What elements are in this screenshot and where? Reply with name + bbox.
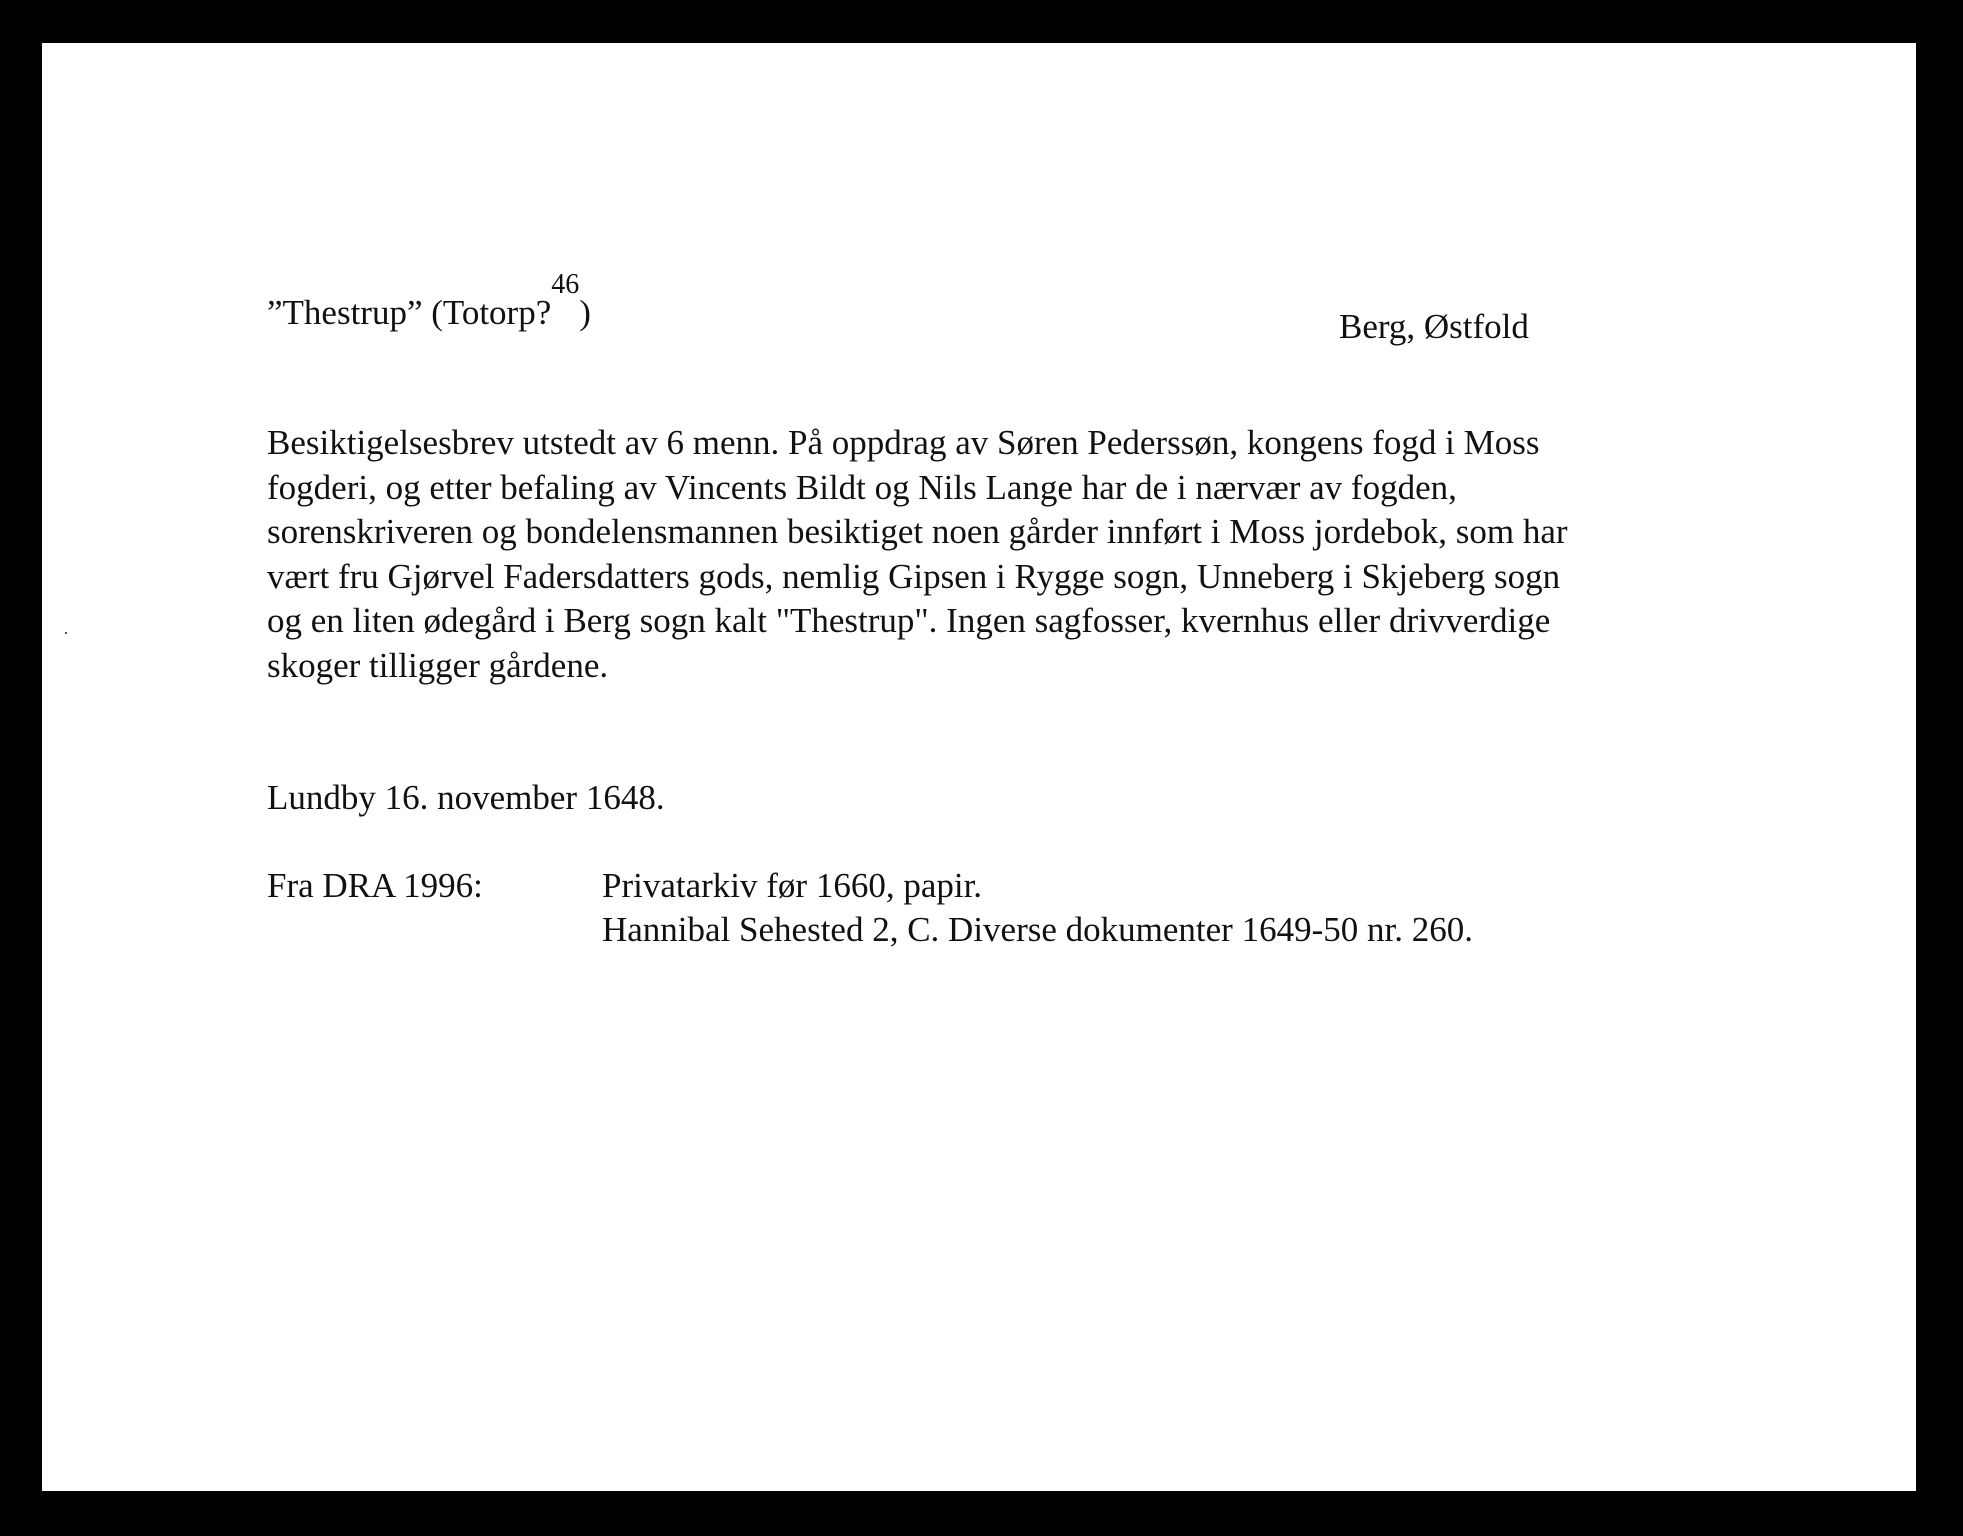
location-label: Berg, Østfold: [1339, 307, 1529, 346]
paragraph-line: vært fru Gjørvel Fadersdatters gods, nemlig Gipsen i Rygge sogn, Unneberg i Skjeberg sogn: [267, 556, 1561, 596]
paragraph-line: Besiktigelsesbrev utstedt av 6 menn. På oppdrag av Søren Pederssøn, kongens fogd i Moss: [267, 423, 1540, 462]
description-paragraph: [267, 421, 1568, 688]
paragraph-line: og en liten ødegård i Berg sogn kalt "Thestrup". Ingen sagfosser, kvernhus eller drivverdige: [267, 601, 1551, 640]
source-line: Privatarkiv før 1660, papir.: [602, 866, 983, 905]
document-title: [267, 269, 591, 335]
document-card: [42, 43, 1916, 1491]
footnote-marker: 46: [551, 269, 580, 300]
paragraph-line: fogderi, og etter befaling av Vincents Bildt og Nils Lange har de i nærvær av fogden,: [267, 467, 1457, 507]
date-place: Lundby 16. november 1648.: [267, 778, 665, 817]
paragraph-line: skoger tilligger gårdene.: [267, 645, 609, 685]
source-details: [602, 864, 1473, 952]
source-label: Fra DRA 1996:: [267, 866, 483, 905]
paragraph-line: sorenskriveren og bondelensmannen besiktiget noen gårder innført i Moss jordebok, som har: [267, 512, 1568, 551]
scan-speck: [65, 632, 67, 634]
title-text: ”Thestrup” (Totorp?: [267, 293, 552, 332]
source-line: Hannibal Sehested 2, C. Diverse dokumenter 1649-50 nr. 260.: [602, 910, 1473, 949]
title-close: ): [579, 293, 591, 332]
